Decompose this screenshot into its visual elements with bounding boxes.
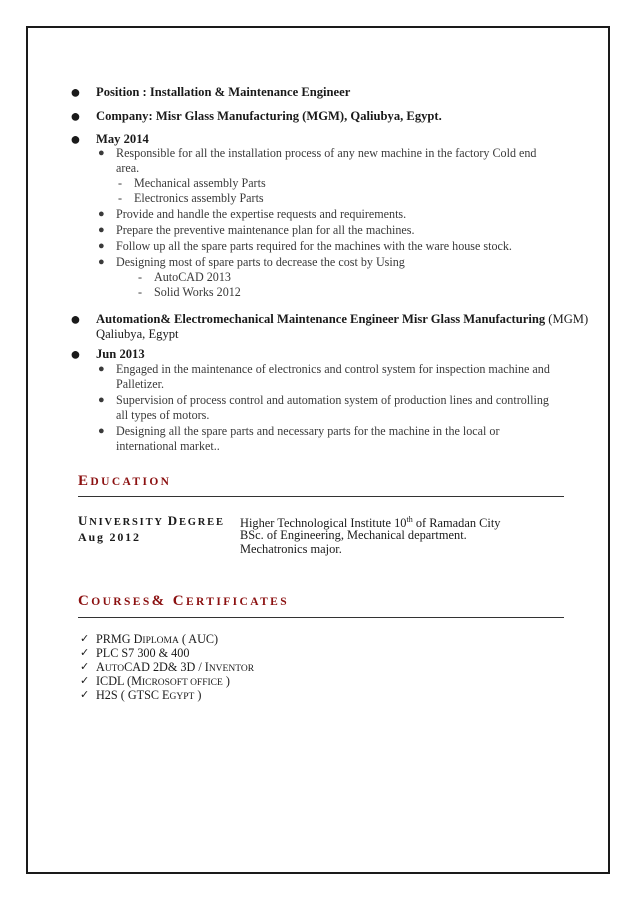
job2-date: ● Jun 2013 (70, 344, 145, 364)
degree-major: Mechatronics major. (240, 542, 342, 556)
degree-label: UNIVERSITY DEGREE (78, 513, 225, 528)
job1-assembly-item: - Electronics assembly Parts (118, 191, 264, 205)
job2-duty-cont: international market.. (116, 439, 220, 453)
bullet-icon: ● (98, 208, 105, 220)
job2-duty: ● Designing all the spare parts and necessary parts for the machine in the local or (98, 424, 500, 438)
job1-duty: ● Prepare the preventive maintenance plan for all the machines. (98, 223, 415, 237)
job1-duty: ● Designing most of spare parts to decrease the cost by Using (98, 255, 405, 269)
job2-duty-cont: all types of motors. (116, 408, 210, 422)
degree-date: Aug 2012 (78, 530, 141, 544)
job2-title: ● Automation& Electromechanical Maintenance Engineer Misr Glass Manufacturing (MGM) (70, 309, 589, 329)
bullet-icon: ● (98, 224, 105, 236)
bullet-icon: ● (70, 106, 81, 126)
job2-location: Qaliubya, Egypt (96, 327, 179, 341)
job1-duty: ● Follow up all the spare parts required for the machines with the ware house stock. (98, 239, 512, 253)
bullet-icon: ● (70, 344, 81, 364)
bullet-icon: ● (98, 147, 105, 159)
institute-name: Higher Technological Institute 10th of Ramadan City (240, 515, 501, 531)
courses-heading: COURSES& CERTIFICATES (78, 593, 290, 609)
job1-assembly-item: - Mechanical assembly Parts (118, 176, 266, 190)
course-item: ✓ PRMG DIPLOMA ( AUC) (80, 632, 219, 646)
bullet-icon: ● (70, 309, 81, 329)
job2-duty: ● Engaged in the maintenance of electronics and control system for inspection machine and (98, 362, 550, 376)
job1-duty-cont: area. (116, 161, 140, 175)
job2-duty: ● Supervision of process control and automation system of production lines and controlling (98, 393, 549, 407)
course-item: ✓ H2S ( GTSC EGYPT ) (80, 688, 202, 702)
job2-duty-cont: Palletizer. (116, 377, 165, 391)
section-divider (78, 617, 564, 618)
checkmark-icon: ✓ (80, 660, 90, 673)
bullet-icon: ● (98, 394, 105, 406)
job1-software-item: - Solid Works 2012 (138, 285, 241, 299)
course-item: ✓ ICDL (MICROSOFT OFFICE ) (80, 674, 230, 688)
bullet-icon: ● (98, 425, 105, 437)
checkmark-icon: ✓ (80, 674, 90, 687)
job1-software-item: - AutoCAD 2013 (138, 270, 231, 284)
checkmark-icon: ✓ (80, 688, 90, 701)
checkmark-icon: ✓ (80, 646, 90, 659)
job1-position: ● Position : Installation & Maintenance Engineer (70, 82, 351, 102)
education-heading: EDUCATION (78, 473, 172, 489)
section-divider (78, 496, 564, 497)
bullet-icon: ● (98, 256, 105, 268)
bullet-icon: ● (98, 240, 105, 252)
degree-name: BSc. of Engineering, Mechanical department. (240, 528, 467, 542)
course-item: ✓ AUTOCAD 2D& 3D / INVENTOR (80, 660, 255, 674)
course-item: ✓ PLC S7 300 & 400 (80, 646, 190, 660)
bullet-icon: ● (98, 363, 105, 375)
job1-company: ● Company: Misr Glass Manufacturing (MGM), Qaliubya, Egypt. (70, 106, 442, 126)
bullet-icon: ● (70, 129, 81, 149)
bullet-icon: ● (70, 82, 81, 102)
job1-duty: ● Responsible for all the installation process of any new machine in the factory Cold end (98, 146, 537, 160)
job1-date: ● May 2014 (70, 129, 149, 149)
job1-duty: ● Provide and handle the expertise requests and requirements. (98, 207, 407, 221)
checkmark-icon: ✓ (80, 632, 90, 645)
